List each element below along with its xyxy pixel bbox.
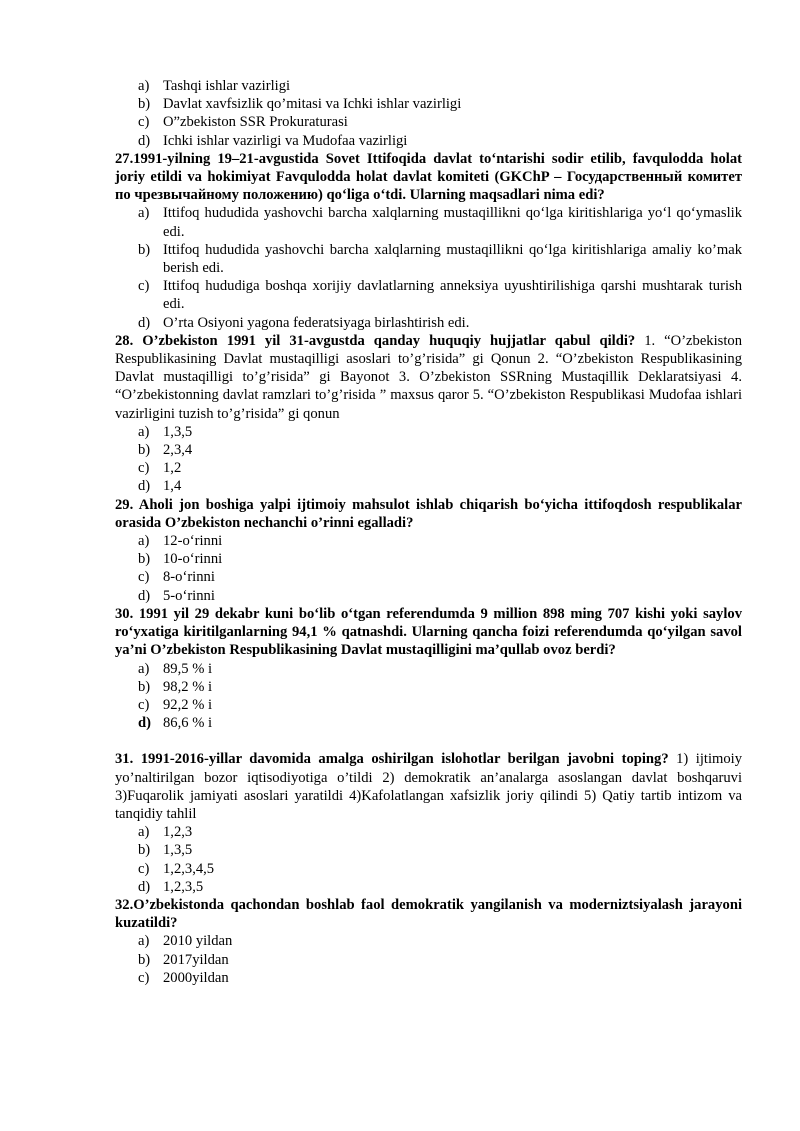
option-text: 1,2,3,5 — [163, 878, 204, 895]
option-letter: c) — [138, 460, 150, 477]
question-31 — [115, 750, 742, 823]
option — [115, 477, 742, 495]
document-page — [115, 77, 742, 987]
option-letter: a) — [138, 660, 150, 677]
option-text: Ichki ishlar vazirligi va Mudofaa vazirligi — [163, 132, 408, 149]
option — [115, 860, 742, 878]
question-28-options — [115, 423, 742, 496]
option — [115, 932, 742, 950]
question-text: 29. Aholi jon boshiga yalpi ijtimoiy mahsulot ishlab chiqarish bo‘yicha ittifoqdosh respublikalar orasida O’zbekiston nechanchi o’rinni egalladi? — [115, 496, 742, 531]
option — [115, 841, 742, 859]
spacer — [115, 732, 742, 750]
option — [115, 550, 742, 568]
option — [115, 823, 742, 841]
option — [115, 660, 742, 678]
option-text: 2010 yildan — [163, 933, 233, 950]
question-details: 1) ijtimoiy yo’naltirilgan bozor iqtisodiyotiga o’tildi 2) demokratik an’analarga asoslangan davlat boshqaruvi 3)Fuqarolik jamiyati asoslari yaratildi 4)Kafolatlangan xafsizlik joriy qilindi 5) Qatiy tartib intizom va tanqidiy tahlil — [115, 751, 743, 822]
question-29 — [115, 496, 742, 532]
option — [115, 459, 742, 477]
option-text: Ittifoq hududida yashovchi barcha xalqlarning mustaqillikni qo‘lga kiritishlariga amaliy ko’mak berish edi. — [163, 241, 742, 277]
question-30 — [115, 605, 742, 660]
option-letter: c) — [138, 696, 150, 713]
option — [115, 587, 742, 605]
question-text: 31. 1991-2016-yillar davomida amalga oshirilgan islohotlar berilgan javobni toping? — [115, 751, 669, 768]
option-text: 2000yildan — [163, 969, 229, 986]
question-28 — [115, 332, 742, 423]
option — [115, 532, 742, 550]
option-letter: a) — [138, 78, 150, 94]
option — [115, 441, 742, 459]
option — [115, 878, 742, 896]
option — [115, 95, 742, 113]
option-letter: b) — [138, 551, 151, 568]
question-27-options — [115, 204, 742, 331]
option-text: O”zbekiston SSR Prokuraturasi — [163, 114, 348, 131]
option-text: 1,2 — [163, 460, 182, 477]
option-text: 12-o‘rinni — [163, 533, 223, 550]
option-text: 1,3,5 — [163, 423, 193, 440]
option — [115, 314, 742, 332]
option — [115, 678, 742, 696]
option-letter: b) — [138, 96, 151, 113]
option-letter: c) — [138, 278, 150, 295]
option-letter: d) — [138, 587, 151, 604]
option-text: 86,6 % i — [163, 715, 213, 732]
option-letter: a) — [138, 533, 150, 550]
question-text: 28. O’zbekiston 1991 yil 31-avgustda qanday huquqiy hujjatlar qabul qildi? — [115, 332, 636, 349]
question-details: 1. “O’zbekiston Respublikasining Davlat mustaqilligi asoslari to’g’risida” gi Qonun 2. “O’zbekiston Respublikasining Davlat mustaqilligi to’g’risida” gi Bayonot 3. O’zbekiston SSRning Mustaqillik Deklaratsiyasi 4. “O’zbekistonning davlat ramzlari to’g’risida ” maxsus qaror 5. “O’zbekiston Respublikasi Mudofaa ishlari vazirligini tuzish to’g’risida” gi qonun — [115, 332, 742, 422]
option-letter: b) — [138, 442, 151, 459]
option-text: 5-o‘rinni — [163, 587, 215, 604]
option-text: Ittifoq hududiga boshqa xorijiy davlatlarning anneksiya uyushtirilishiga qarshi mushtarak turish edi. — [163, 278, 742, 313]
option-letter: c) — [138, 114, 150, 131]
question-31-options — [115, 823, 742, 896]
option-letter: a) — [138, 423, 150, 440]
option-letter: d) — [138, 132, 151, 149]
option-text: 89,5 % i — [163, 660, 213, 677]
option-text: 92,2 % i — [163, 696, 213, 713]
option-letter: a) — [138, 933, 150, 950]
option-text: 10-o‘rinni — [163, 551, 223, 568]
option — [115, 204, 742, 240]
option — [115, 113, 742, 131]
option-letter: b) — [138, 241, 151, 258]
option-letter: d) — [138, 314, 151, 331]
option-text: Davlat xavfsizlik qo’mitasi va Ichki ishlar vazirligi — [163, 96, 462, 113]
option — [115, 568, 742, 586]
option-letter: c) — [138, 860, 150, 877]
question-29-options — [115, 532, 742, 605]
option-text: 1,2,3 — [163, 824, 193, 841]
option-letter: d) — [138, 878, 151, 895]
question-32-options — [115, 932, 742, 987]
question-27 — [115, 150, 742, 205]
option-text: 8-o‘rinni — [163, 569, 215, 586]
option-letter: c) — [138, 569, 150, 586]
option-letter: d) — [138, 715, 151, 732]
option-text: Ittifoq hududida yashovchi barcha xalqlarning mustaqillikni qo‘lga kiritishlariga yo‘l qo‘ymaslik edi. — [163, 205, 742, 240]
option-text: 2017yildan — [163, 951, 229, 968]
option — [115, 423, 742, 441]
option-text: O’rta Osiyoni yagona federatsiyaga birlashtirish edi. — [163, 314, 470, 331]
option — [115, 77, 742, 95]
option — [115, 132, 742, 150]
question-32 — [115, 896, 742, 932]
intro-options — [115, 77, 742, 150]
option-text: 1,3,5 — [163, 842, 193, 859]
option-text: 98,2 % i — [163, 678, 213, 695]
question-text: 30. 1991 yil 29 dekabr kuni bo‘lib o‘tgan referendumda 9 million 898 ming 707 kishi yoki saylov ro‘yxatiga kiritilganlarning 94,1 % qatnashdi. Ularning qancha foizi referendumda qo‘yilgan savol ya’ni O’zbekiston Respublikasining Davlat mustaqilligini ma’qullab ovoz berdi? — [115, 605, 742, 659]
question-text: 27.1991-yilning 19–21-avgustida Sovet Ittifoqida davlat to‘ntarishi sodir etilib, favqulodda holat joriy etildi va hokimiyat Favqulodda holat davlat komiteti (GKChP – Государственный комитет по чрезвычайному положению) qo‘liga o‘tdi. Ularning maqsadlari nima edi? — [115, 150, 742, 204]
option-text: 1,4 — [163, 478, 182, 495]
option-letter: b) — [138, 678, 151, 695]
option-letter: d) — [138, 478, 151, 495]
option — [115, 277, 742, 313]
question-30-options — [115, 660, 742, 733]
question-text: 32.O’zbekistonda qachondan boshlab faol demokratik yangilanish va moderniztsiyalash jarayoni kuzatildi? — [115, 896, 742, 932]
option-text: 2,3,4 — [163, 442, 193, 459]
option-letter: a) — [138, 205, 150, 222]
option-letter: b) — [138, 842, 151, 859]
option — [115, 951, 742, 969]
option-letter: c) — [138, 969, 150, 986]
option-letter: b) — [138, 951, 151, 968]
option — [115, 969, 742, 987]
option — [115, 241, 742, 277]
option — [115, 714, 742, 732]
option-text: Tashqi ishlar vazirligi — [163, 78, 291, 94]
option-text: 1,2,3,4,5 — [163, 860, 215, 877]
option — [115, 696, 742, 714]
option-letter: a) — [138, 824, 150, 841]
